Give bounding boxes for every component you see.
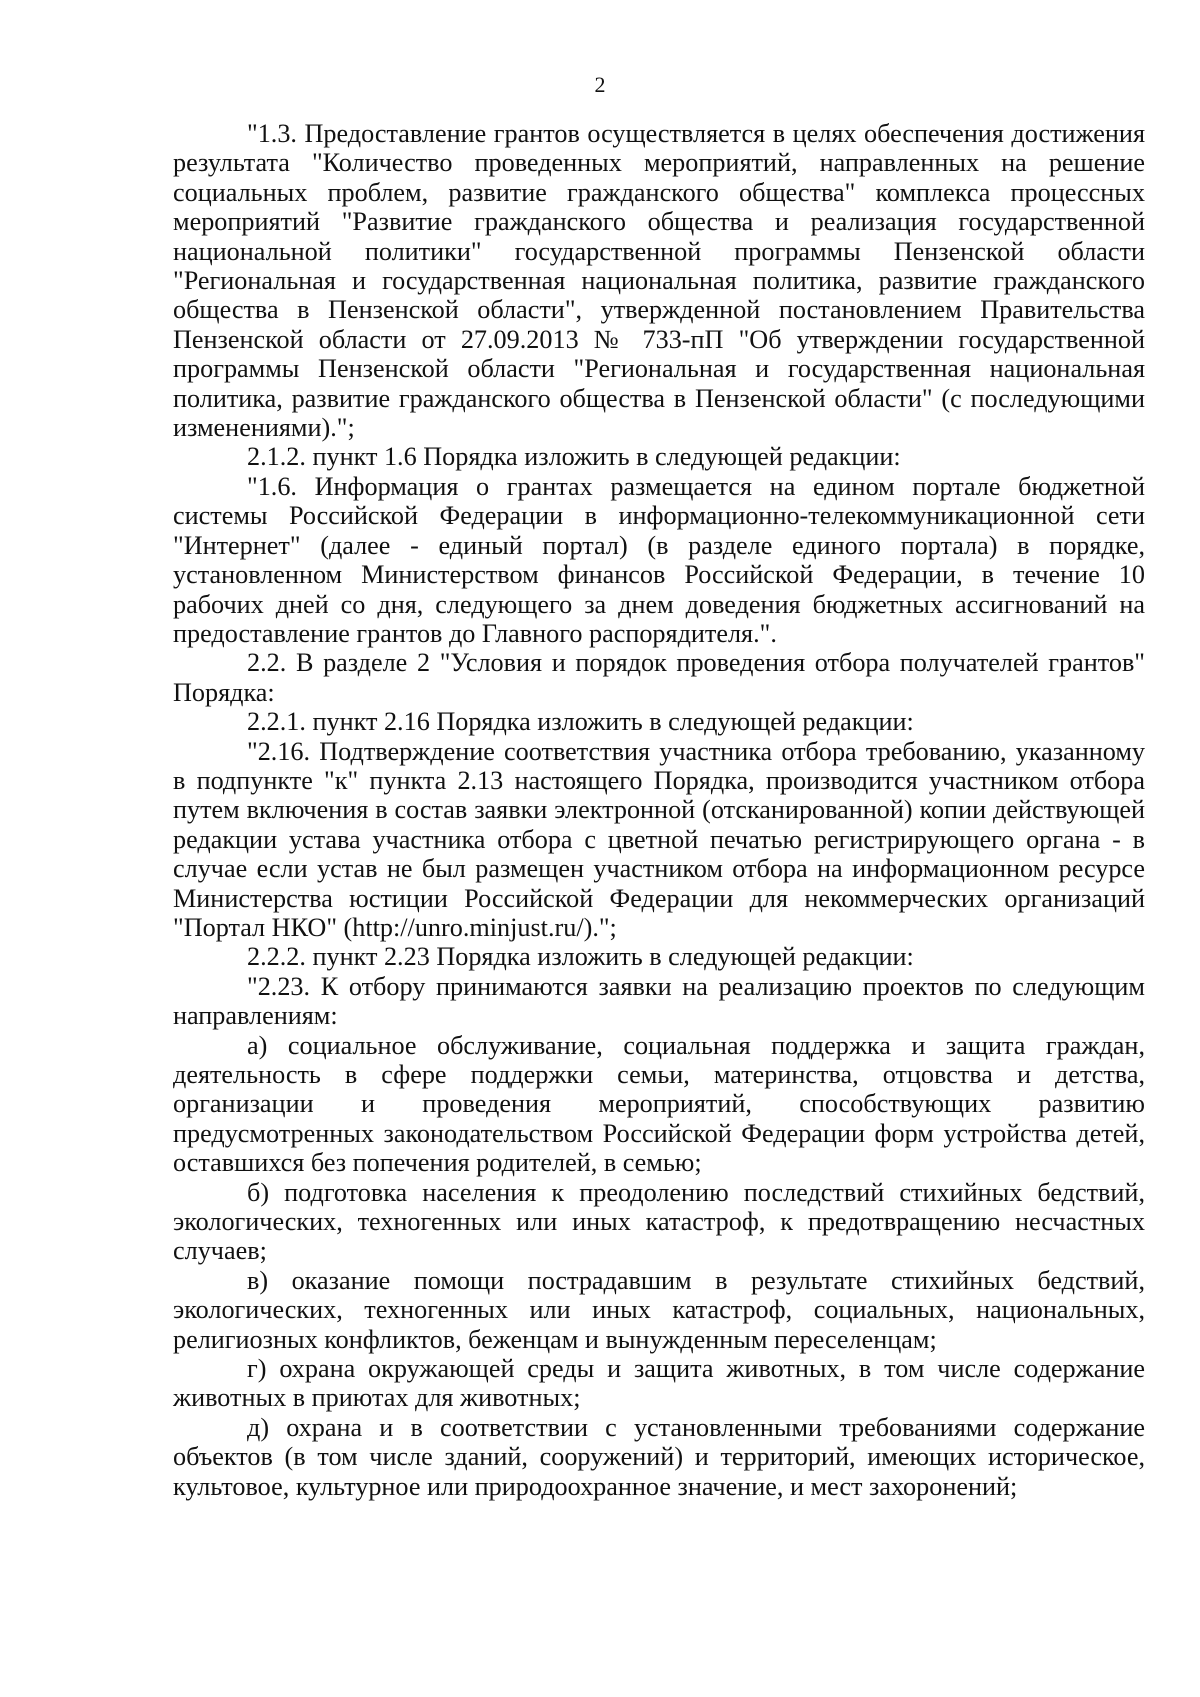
paragraph-1-6: "1.6. Информация о грантах размещается на едином портале бюджетной системы Российской Федерации в информационно-телекоммуникационной сети "Интернет" (далее - единый портал) (в разделе единого портала) в порядке, установленном Министерством финансов Российской Федерации, в течение 10 рабочих дней со дня, следующего за днем доведения бюджетных ассигнований на предоставление грантов до Главного распорядителя.". bbox=[173, 471, 1145, 648]
paragraph-2-16: "2.16. Подтверждение соответствия участника отбора требованию, указанному в подпункте "к" пункта 2.13 настоящего Порядка, производится участником отбора путем включения в состав заявки электронной (отсканированной) копии действующей редакции устава участника отбора с цветной печатью регистрирующего органа - в случае если устав не был размещен участником отбора на информационном ресурсе Министерства юстиции Российской Федерации для некоммерческих организаций "Портал НКО" (http://unro.minjust.ru/)."; bbox=[173, 736, 1145, 942]
list-item-g: г) охрана окружающей среды и защита животных, в том числе содержание животных в приютах для животных; bbox=[173, 1354, 1145, 1413]
paragraph-2-23: "2.23. К отбору принимаются заявки на реализацию проектов по следующим направлениям: bbox=[173, 971, 1145, 1031]
list-item-a: а) социальное обслуживание, социальная поддержка и защита граждан, деятельность в сфере поддержки семьи, материнства, отцовства и детства, организации и проведения мероприятий, способствующих развитию предусмотренных законодательством Российской Федерации форм устройства детей, оставшихся без попечения родителей, в семью; bbox=[173, 1030, 1145, 1178]
paragraph-2-2-1: 2.2.1. пункт 2.16 Порядка изложить в следующей редакции: bbox=[247, 707, 914, 737]
list-item-b: б) подготовка населения к преодолению последствий стихийных бедствий, экологических, техногенных или иных катастроф, к предотвращению несчастных случаев; bbox=[173, 1177, 1145, 1266]
paragraph-2-1-2: 2.1.2. пункт 1.6 Порядка изложить в следующей редакции: bbox=[247, 442, 901, 472]
paragraph-1-3: "1.3. Предоставление грантов осуществляется в целях обеспечения достижения результата "Количество проведенных мероприятий, направленных на решение социальных проблем, развитие гражданского общества" комплекса процессных мероприятий "Развитие гражданского общества и реализация государственной национальной политики" государственной программы Пензенской области "Региональная и государственная национальная политика, развитие гражданского общества в Пензенской области", утвержденной постановлением Правительства Пензенской области от 27.09.2013 № 733-пП "Об утверждении государственной программы Пензенской области "Региональная и государственная национальная политика, развитие гражданского общества в Пензенской области" (с последующими изменениями)."; bbox=[173, 119, 1145, 443]
paragraph-2-2: 2.2. В разделе 2 "Условия и порядок проведения отбора получателей грантов" Порядка: bbox=[173, 648, 1145, 707]
page-number: 2 bbox=[594, 72, 606, 97]
paragraph-2-2-2: 2.2.2. пункт 2.23 Порядка изложить в следующей редакции: bbox=[247, 942, 914, 972]
list-item-d: д) охрана и в соответствии с установленными требованиями содержание объектов (в том числе зданий, сооружений) и территорий, имеющих историческое, культовое, культурное или природоохранное значение, и мест захоронений; bbox=[173, 1412, 1145, 1501]
document-body bbox=[173, 119, 1145, 1501]
list-item-v: в) оказание помощи пострадавшим в результате стихийных бедствий, экологических, техногенных или иных катастроф, социальных, национальных, религиозных конфликтов, беженцам и вынужденным переселенцам; bbox=[173, 1265, 1145, 1354]
